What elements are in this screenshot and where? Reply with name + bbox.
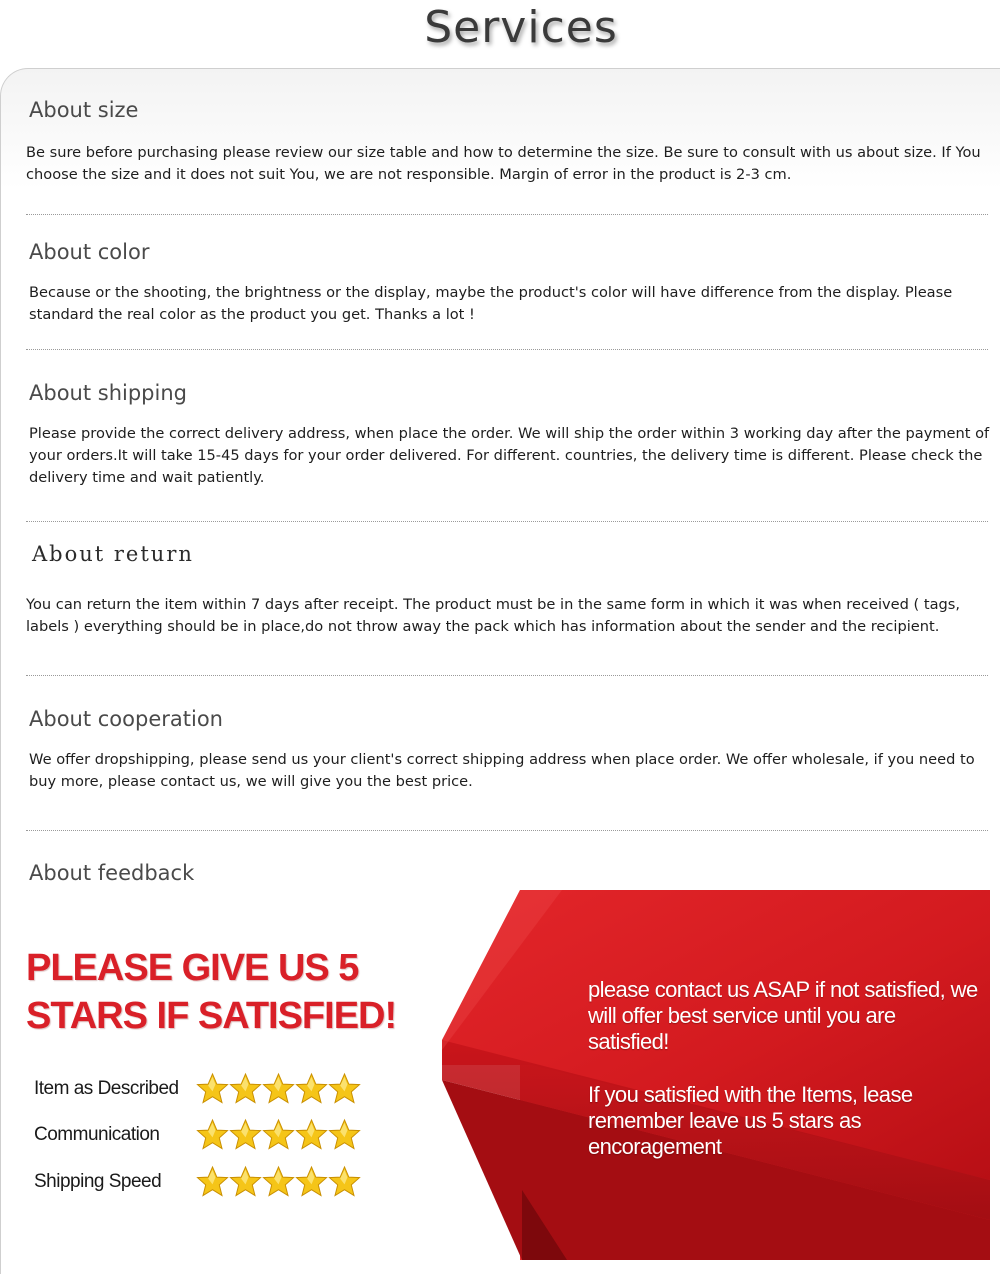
rating-row-item-as-described: [34, 1072, 374, 1108]
divider: [26, 349, 988, 350]
section-about-shipping: [26, 379, 990, 489]
star-icon: [229, 1072, 262, 1105]
star-icon: [262, 1072, 295, 1105]
section-heading: About color: [29, 240, 150, 264]
star-icon: [196, 1072, 229, 1105]
section-heading: About size: [29, 98, 139, 122]
star-icon: [328, 1118, 361, 1151]
divider: [26, 830, 988, 831]
divider: [26, 521, 988, 522]
section-heading: About feedback: [29, 861, 195, 885]
feedback-plea-title: [26, 944, 456, 1040]
rating-stars: [196, 1165, 361, 1201]
divider: [26, 214, 988, 215]
star-icon: [196, 1165, 229, 1198]
star-icon: [295, 1072, 328, 1105]
section-heading: About shipping: [29, 381, 187, 405]
rating-label: Item as Described: [34, 1078, 179, 1099]
section-about-cooperation: [26, 705, 990, 793]
box-message-contact: please contact us ASAP if not satisfied, we will offer best service until you are satisfied!: [588, 977, 978, 1054]
rating-row-communication: [34, 1118, 374, 1154]
box-message-stars: If you satisfied with the Items, lease remember leave us 5 stars as encoragement: [588, 1082, 913, 1159]
section-body: We offer dropshipping, please send us your client's correct shipping address when place order. We offer wholesale, if you need to buy more, please contact us, we will give you the best price.: [29, 751, 975, 790]
section-about-return: [26, 540, 990, 638]
rating-label: Shipping Speed: [34, 1171, 162, 1192]
plea-line: PLEASE GIVE US 5: [26, 947, 359, 989]
star-icon: [229, 1165, 262, 1198]
star-icon: [262, 1165, 295, 1198]
section-about-size: [26, 96, 990, 186]
section-about-color: [26, 238, 990, 326]
section-body: You can return the item within 7 days after receipt. The product must be in the same form in which it was when received ( tags, labels ) everything should be in place,do not throw away the pack which has information about the sender and the recipient.: [26, 596, 961, 635]
section-body: Please provide the correct delivery address, when place the order. We will ship the order within 3 working day after the payment of your orders.It will take 15-45 days for your order delivered. For different. countries, the delivery time is different. Please check the delivery time and wait patiently.: [29, 425, 990, 486]
red-box-illustration: [442, 890, 990, 1260]
red-gift-box-image: [442, 890, 990, 1260]
rating-label: Communication: [34, 1124, 160, 1145]
star-icon: [328, 1072, 361, 1105]
rating-stars: [196, 1118, 361, 1154]
star-icon: [295, 1118, 328, 1151]
star-icon: [328, 1165, 361, 1198]
star-icon: [229, 1118, 262, 1151]
page-title: Services: [424, 2, 618, 53]
divider: [26, 675, 988, 676]
section-about-feedback: [26, 859, 990, 887]
plea-line: STARS IF SATISFIED!: [26, 995, 397, 1037]
section-body: Be sure before purchasing please review our size table and how to determine the size. Be sure to consult with us about size. If You choose the size and it does not suit You, we are not responsible. Margin of error in the product is 2-3 cm.: [26, 144, 981, 183]
rating-stars: [196, 1072, 361, 1108]
section-heading: About cooperation: [29, 707, 223, 731]
rating-row-shipping-speed: [34, 1165, 374, 1201]
star-icon: [196, 1118, 229, 1151]
section-heading: About return: [32, 542, 194, 566]
section-body: Because or the shooting, the brightness or the display, maybe the product's color will have difference from the display. Please standard the real color as the product you get. Thanks a lot !: [29, 284, 953, 323]
star-icon: [295, 1165, 328, 1198]
star-icon: [262, 1118, 295, 1151]
